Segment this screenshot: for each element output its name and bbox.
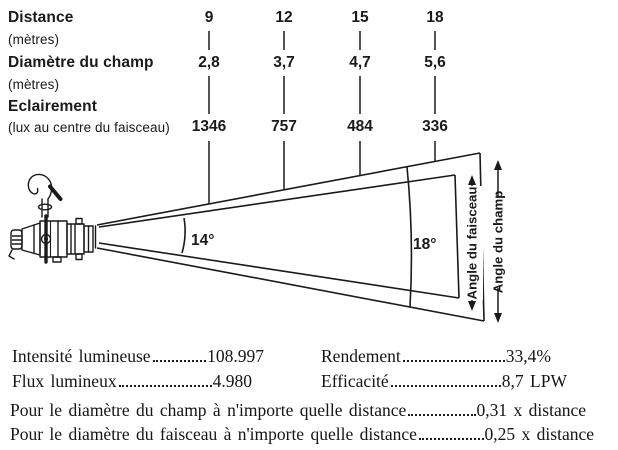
illuminance-value: 484 (347, 118, 373, 135)
illuminance-value: 336 (422, 118, 448, 135)
dot-leader (419, 438, 484, 440)
row-label-field-diameter: Diamètre du champ (8, 54, 154, 71)
dot-leader (391, 385, 501, 387)
formula-beam-diameter (10, 424, 594, 444)
stat-label: Intensité lumineuse (12, 346, 151, 366)
beam-angle-arrow-label: Angle du faisceau (464, 186, 480, 300)
formula-label: Pour le diamètre du champ à n'importe quelle distance (10, 400, 407, 420)
beam-angle-arc (182, 218, 185, 253)
field-angle-label: 18° (413, 236, 437, 253)
stat-label: Efficacité (321, 371, 389, 391)
row-label-distance: Distance (8, 9, 74, 26)
stat-flux (12, 371, 252, 391)
formula-value: 0,25 x distance (484, 424, 594, 444)
distance-value: 15 (351, 9, 369, 26)
row-unit-distance: (mètres) (8, 32, 60, 47)
row-unit-field-diameter: (mètres) (8, 77, 60, 92)
stat-value: 33,4% (505, 346, 551, 366)
field-angle-arrow-label: Angle du champ (490, 190, 506, 294)
beam-angle-label: 14° (191, 232, 215, 249)
stat-label: Flux lumineux (12, 371, 117, 391)
dot-leader (403, 360, 505, 362)
row-label-illuminance: Eclairement (8, 98, 97, 115)
stat-label: Rendement (321, 346, 401, 366)
formula-field-diameter (10, 400, 586, 420)
formula-value: 0,31 x distance (476, 400, 586, 420)
field-diameter-value: 5,6 (424, 54, 446, 71)
stat-rendement (321, 346, 551, 366)
spotlight-fixture-drawing (9, 174, 96, 262)
field-diameter-value: 4,7 (349, 54, 371, 71)
illuminance-value: 1346 (191, 118, 227, 135)
dot-leader (153, 360, 207, 362)
illuminance-value: 757 (271, 118, 297, 135)
stat-efficacite (321, 371, 567, 391)
field-angle-arrow (487, 160, 509, 323)
stat-intensity (12, 346, 264, 366)
field-diameter-value: 3,7 (273, 54, 295, 71)
dot-leader (119, 385, 212, 387)
beam-angle-arrow (461, 175, 483, 311)
formula-label: Pour le diamètre du faisceau à n'importe quelle distance (10, 424, 417, 444)
distance-tick-lines (209, 31, 435, 204)
row-unit-illuminance: (lux au centre du faisceau) (8, 120, 170, 135)
stat-value: 4.980 (212, 371, 252, 391)
field-angle-arc (407, 167, 411, 307)
distance-value: 12 (275, 9, 293, 26)
dot-leader (408, 414, 475, 416)
field-diameter-value: 2,8 (198, 54, 220, 71)
stat-value: 108.997 (207, 346, 264, 366)
stat-value: 8,7 LPW (501, 371, 567, 391)
distance-value: 9 (204, 9, 214, 26)
distance-value: 18 (426, 9, 444, 26)
